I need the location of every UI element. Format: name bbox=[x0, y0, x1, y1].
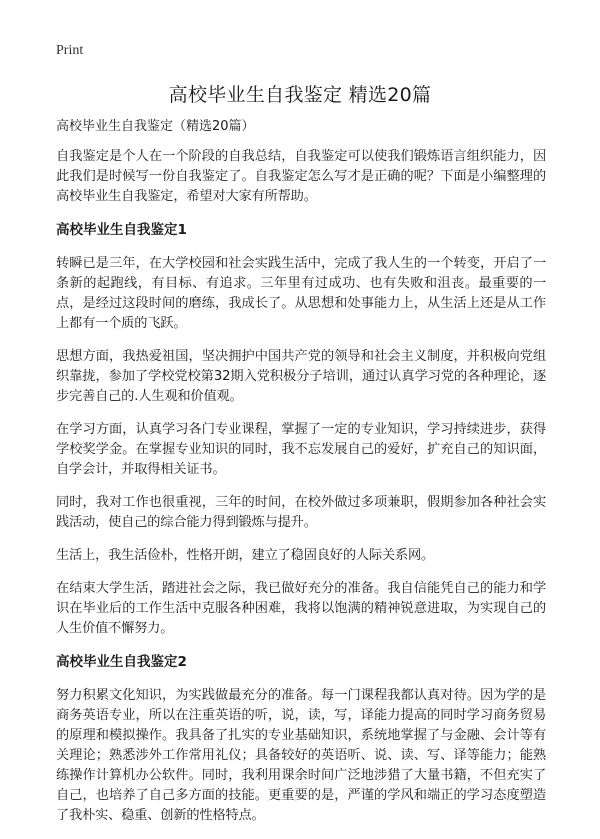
paragraph: 思想方面，我热爱祖国，坚决拥护中国共产党的领导和社会主义制度，并积极向党组织靠拢，参加了学校党校第32期入党积极分子培训，通过认真学习党的各种理论，逐步完善自己的.人生观和价值观。 bbox=[56, 349, 546, 404]
page-title: 高校毕业生自我鉴定 精选20篇 bbox=[168, 84, 432, 106]
print-label[interactable]: Print bbox=[56, 43, 84, 58]
document-body bbox=[56, 118, 546, 839]
document-subtitle: 高校毕业生自我鉴定（精选20篇） bbox=[56, 119, 255, 134]
paragraph: 同时，我对工作也很重视，三年的时间，在校外做过多项兼职，假期参加各种社会实践活动，使自己的综合能力得到锻炼与提升。 bbox=[56, 495, 546, 530]
intro-paragraph: 自我鉴定是个人在一个阶段的自我总结，自我鉴定可以使我们锻炼语言组织能力，因此我们是时候写一份自我鉴定了。自我鉴定怎么写才是正确的呢？下面是小编整理的高校毕业生自我鉴定，希望对大家有所帮助。 bbox=[56, 149, 546, 204]
section-heading: 高校毕业生自我鉴定2 bbox=[56, 654, 187, 670]
paragraph: 生活上，我生活俭朴，性格开朗，建立了稳固良好的人际关系网。 bbox=[56, 548, 435, 563]
paragraph: 在学习方面，认真学习各门专业课程，掌握了一定的专业知识，学习持续进步，获得学校奖学金。在掌握专业知识的同时，我不忘发展自己的爱好，扩充自己的知识面，自学会计，并取得相关证书。 bbox=[56, 422, 546, 477]
paragraph: 努力积累文化知识，为实践做最充分的准备。每一门课程我都认真对待。因为学的是商务英语专业，所以在注重英语的听，说，读，写，译能力提高的同时学习商务贸易的原理和模拟操作。我具备了扎实的专业基础知识，系统地掌握了与金融、会计等有关理论；熟悉涉外工作常用礼仪；具备较好的英语听、说、读、写、译等能力；能熟练操作计算机办公软件。同时，我利用课余时间广泛地涉猎了大量书籍，不但充实了自己，也培养了自己多方面的技能。更重要的是，严谨的学风和端正的学习态度塑造了我朴实、稳重、创新的性格特点。 bbox=[56, 688, 546, 823]
paragraph: 在结束大学生活，踏进社会之际，我已做好充分的准备。我自信能凭自己的能力和学识在毕业后的工作生活中克服各种困难，我将以饱满的精神锐意进取，为实现自己的人生价值不懈努力。 bbox=[56, 581, 546, 636]
section-heading: 高校毕业生自我鉴定1 bbox=[56, 222, 187, 238]
paragraph: 转瞬已是三年，在大学校园和社会实践生活中，完成了我人生的一个转变，开启了一条新的起跑线，有目标、有追求。三年里有过成功、也有失败和沮丧。最重要的一点，是经过这段时间的磨练，我成长了。从思想和处事能力上，从生活上还是从工作上都有一个质的飞跃。 bbox=[56, 256, 546, 331]
